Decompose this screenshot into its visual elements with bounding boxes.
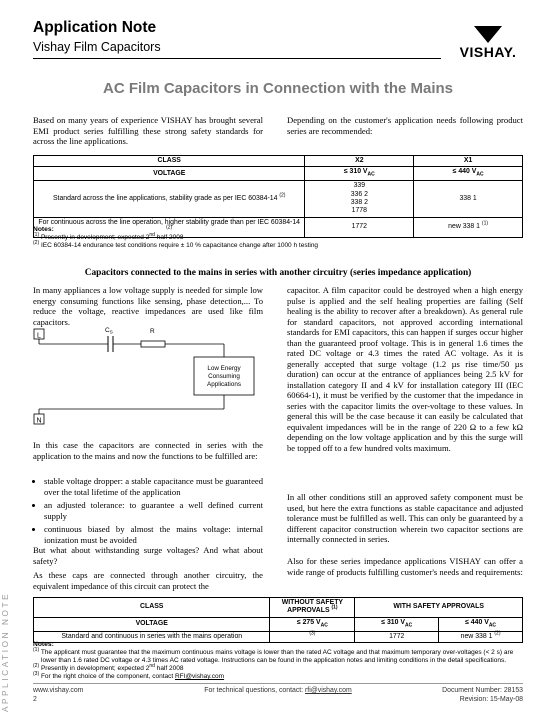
- section-heading: Capacitors connected to the mains in series with another circuitry (series impedance application): [84, 268, 472, 278]
- footer-doc-number: Document Number: 28153: [442, 687, 523, 694]
- function-list: [33, 476, 263, 548]
- right-para-1: capacitor. A film capacitor could be destroyed when a high energy pulse is applied and the self healing properties are failing (Self healing is the ability to recover after a breakdown). As general rule for standard capacitors, not approved according international standards for EMI capacitors, this can happen if surges occur higher than the guaranteed proof voltage. This is in general 1.6 times the rated DC voltage or 4.3 times the rated AC voltage. As it is generally accepted that surge voltage (1.2 µs rise time/50 µs duration) can occur at the entrance of appliances being 2.5 kV for installation category II and 4 kV for installation category III (IEC 60664-1), it must be verified by the customer that the impedance in series with the capacitor limits the over-voltage to these values. In general this will be the case because it can easily be calculated that equivalent impedances will be in the range of 220 Ω to a few kΩ depending on the low voltage application and by this the surge will be topped off to a few hundred volts maximum.: [287, 285, 523, 453]
- intro-right: Depending on the customer's application needs following product series are recommended:: [287, 115, 523, 136]
- table2-header-class: CLASS: [34, 598, 270, 618]
- row-continuous-label: For continuous across the line operation, higher stability grade than per IEC 60384-14 $^{(2)}$: [34, 217, 305, 237]
- right-para-3: Also for these series impedance applications VISHAY can offer a wide range of products fulfilling customer's needs and requirements:: [287, 556, 523, 577]
- load-box-line: Consuming: [208, 373, 240, 380]
- row-standard-x2: 339 336 2 338 2 1778: [305, 181, 414, 218]
- table-row: [34, 617, 523, 631]
- row-standard-x1: 338 1: [414, 181, 523, 218]
- header-title: Application Note: [33, 19, 157, 36]
- left-para-2: In this case the capacitors are connected in series with the application to the mains and now the functions to be fulfilled are:: [33, 440, 263, 461]
- table-row: [34, 167, 523, 181]
- vishay-logo: [448, 26, 528, 60]
- load-box-line: Applications: [207, 381, 241, 388]
- table-header-row: [34, 156, 523, 167]
- vishay-logo-mark: [448, 26, 528, 60]
- logo-text: VISHAY.: [459, 44, 517, 60]
- table-header-row: [34, 598, 523, 618]
- table2-row-c1: (3): [270, 631, 355, 642]
- notes-2: Notes: $^{(1)}$ The applicant must guarantee that the maximum continuous mains voltage is lower than the rated AC voltage and that maximum temporary over-voltages (< 2 s) are lower than 1.6 rated DC voltage or 4.3 times AC rated voltage. Instructions can be found in the application notes and limiting conditions in the detail specifications. $^{(2)}$ Presently in development; expected 2nd half 2008 $^{(3)}$ For the right choice of the component, contact RFI@vishay.com: [33, 641, 514, 680]
- table-header-x1: X1: [414, 156, 523, 167]
- left-para-1: In many appliances a low voltage supply is needed for simple low energy consuming functions like sensing, phase detection,... To reduce the voltage, reactive impedances are used like film capacitors.: [33, 285, 263, 327]
- table2-header-with: WITH SAFETY APPROVALS: [355, 598, 523, 618]
- header-rule: [33, 58, 441, 59]
- row-continuous-x1: new 338 1 $^{(1)}$: [414, 217, 523, 237]
- voltage-label: VOLTAGE: [34, 167, 305, 181]
- left-para-3: But what about withstanding surge voltages? And what about safety?: [33, 545, 263, 566]
- footer-contact: For technical questions, contact: rfi@vishay.com: [204, 687, 352, 694]
- resistor-label: R: [150, 328, 155, 335]
- page-title: AC Film Capacitors in Connection with the Mains: [102, 80, 454, 97]
- resistor: [141, 341, 165, 347]
- capacitor-label: $C_S$: [105, 327, 113, 335]
- table2-voltage-1: ≤ 275 $V_{AC}$: [270, 617, 355, 631]
- table-row: [34, 181, 523, 218]
- table2-header-without: WITHOUT SAFETY APPROVALS $^{(1)}$: [270, 598, 355, 618]
- table2-row-c2: 1772: [355, 631, 439, 642]
- list-item: • an adjusted tolerance: to guarantee a well defined current supply: [44, 500, 263, 521]
- circuit-diagram: [33, 322, 263, 434]
- table2-row-c3: new 338 1 $^{(2)}$: [439, 631, 523, 642]
- footer-email-link[interactable]: rfi@vishay.com: [305, 687, 352, 694]
- footer-website[interactable]: www.vishay.com: [33, 687, 84, 694]
- table2-row-label: Standard and continuous in series with the mains operation: [34, 631, 270, 642]
- product-table-series: [33, 597, 523, 643]
- list-item: • stable voltage dropper: a stable capacitance must be guaranteed over the total lifetime of the application: [44, 476, 263, 497]
- table-header-x2: X2: [305, 156, 414, 167]
- notes-1: Notes: $^{(1)}$ Presently in development; expected 2nd half 2008 $^{(2)}$ IEC 60384-14 endurance test conditions require ± 10 % capacitance change after 1000 h testing: [33, 226, 319, 249]
- voltage-x1: ≤ 440 $V_{AC}$: [414, 167, 523, 181]
- load-box-line: Low Energy: [207, 365, 241, 372]
- terminal-l-label: L: [37, 332, 41, 340]
- rfi-email-link[interactable]: RFI@vishay.com: [174, 673, 225, 680]
- list-item: • continuous biased by almost the mains voltage: internal ionization must be avoided: [44, 524, 263, 545]
- intro-left: Based on many years of experience VISHAY has brought several EMI product series fulfilling these strong safety standards for across the line applications.: [33, 115, 263, 146]
- right-para-2: In all other conditions still an approved safety component must be used, but here the extra functions as stable capacitance and adjusted tolerance must be fulfilled as well. This can only be guaranteed by a different capacitor construction wherein two capacitor sections are internally connected in series.: [287, 492, 523, 544]
- table2-voltage-label: VOLTAGE: [34, 617, 270, 631]
- table-header-class: CLASS: [34, 156, 305, 167]
- row-standard-label: Standard across the line applications, stability grade as per IEC 60384-14 $^{(2)}$: [34, 181, 305, 218]
- row-continuous-x2: 1772: [305, 217, 414, 237]
- footer-rule: [33, 683, 523, 684]
- terminal-n-label: N: [36, 417, 42, 425]
- voltage-x2: ≤ 310 $V_{AC}$: [305, 167, 414, 181]
- footer-revision: Revision: 15-May-08: [459, 696, 523, 703]
- table2-voltage-2: ≤ 310 $V_{AC}$: [355, 617, 439, 631]
- sidebar-text: APPLICATION NOTE: [1, 591, 10, 712]
- header-subtitle: Vishay Film Capacitors: [33, 40, 161, 54]
- table2-voltage-3: ≤ 440 $V_{AC}$: [439, 617, 523, 631]
- left-para-4: As these caps are connected through another circuitry, the equivalent impedance of this circuit can protect the: [33, 570, 263, 591]
- footer-page-number: 2: [33, 696, 37, 703]
